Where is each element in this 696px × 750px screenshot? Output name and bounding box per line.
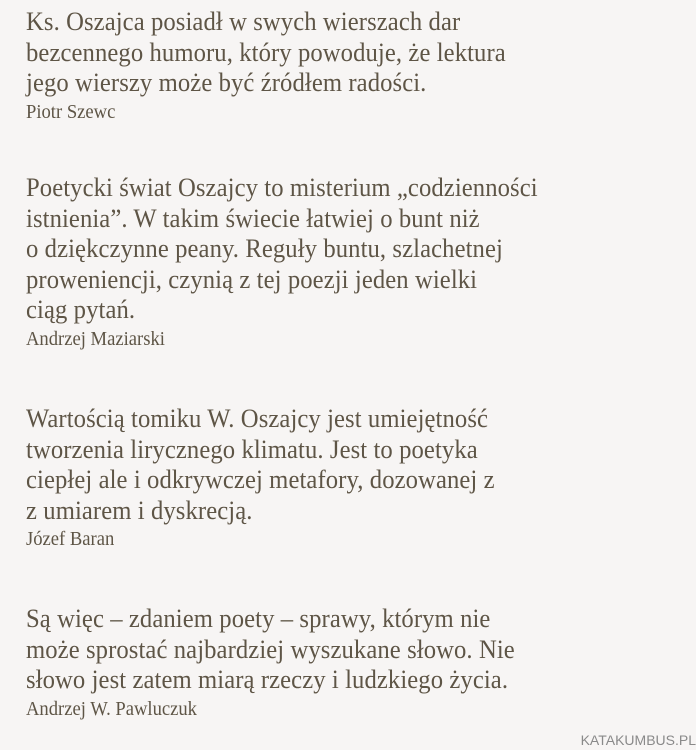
quote-line: słowo jest zatem miarą rzeczy i ludzkiego życia. xyxy=(26,664,509,694)
quote-block-szewc xyxy=(26,6,542,126)
quote-line: z umiarem i dyskrecją. xyxy=(26,494,253,525)
quote-author: Andrzej W. Pawluczuk xyxy=(26,697,197,720)
quote-block-maziarski xyxy=(26,172,576,353)
quote-line: o dziękczynne peany. Reguły buntu, szlachetnej xyxy=(26,233,503,263)
quote-line: Ks. Oszajca posiadł w swych wierszach dar xyxy=(26,6,461,36)
quote-line: Wartością tomiku W. Oszajcy jest umiejętność xyxy=(26,403,489,433)
quote-line: Są więc – zdaniem poety – sprawy, którym nie xyxy=(26,603,491,633)
watermark: KATAKUMBUS.PL xyxy=(580,732,696,748)
quote-line: ciąg pytań. xyxy=(26,294,136,324)
quote-line: Poetycki świat Oszajcy to misterium „codzienności xyxy=(26,172,538,202)
quote-block-baran xyxy=(26,403,530,553)
quote-block-pawluczuk xyxy=(26,603,552,723)
quote-author: Józef Baran xyxy=(26,528,115,550)
quote-line: istnienia”. W takim świecie łatwiej o bunt niż xyxy=(26,202,480,233)
quote-line: jego wierszy może być źródłem radości. xyxy=(26,67,427,97)
quote-line: ciepłej ale i odkrywczej metafory, dozowanej z xyxy=(26,464,495,494)
quote-author: Andrzej Maziarski xyxy=(26,327,165,350)
quote-line: może sprostać najbardziej wyszukane słowo. Nie xyxy=(26,633,515,664)
quote-author: Piotr Szewc xyxy=(26,100,116,123)
quote-line: tworzenia lirycznego klimatu. Jest to poetyka xyxy=(26,433,478,464)
quote-line: proweniencji, czynią z tej poezji jeden wielki xyxy=(26,263,478,294)
quote-line: bezcennego humoru, który powoduje, że lektura xyxy=(26,36,506,67)
